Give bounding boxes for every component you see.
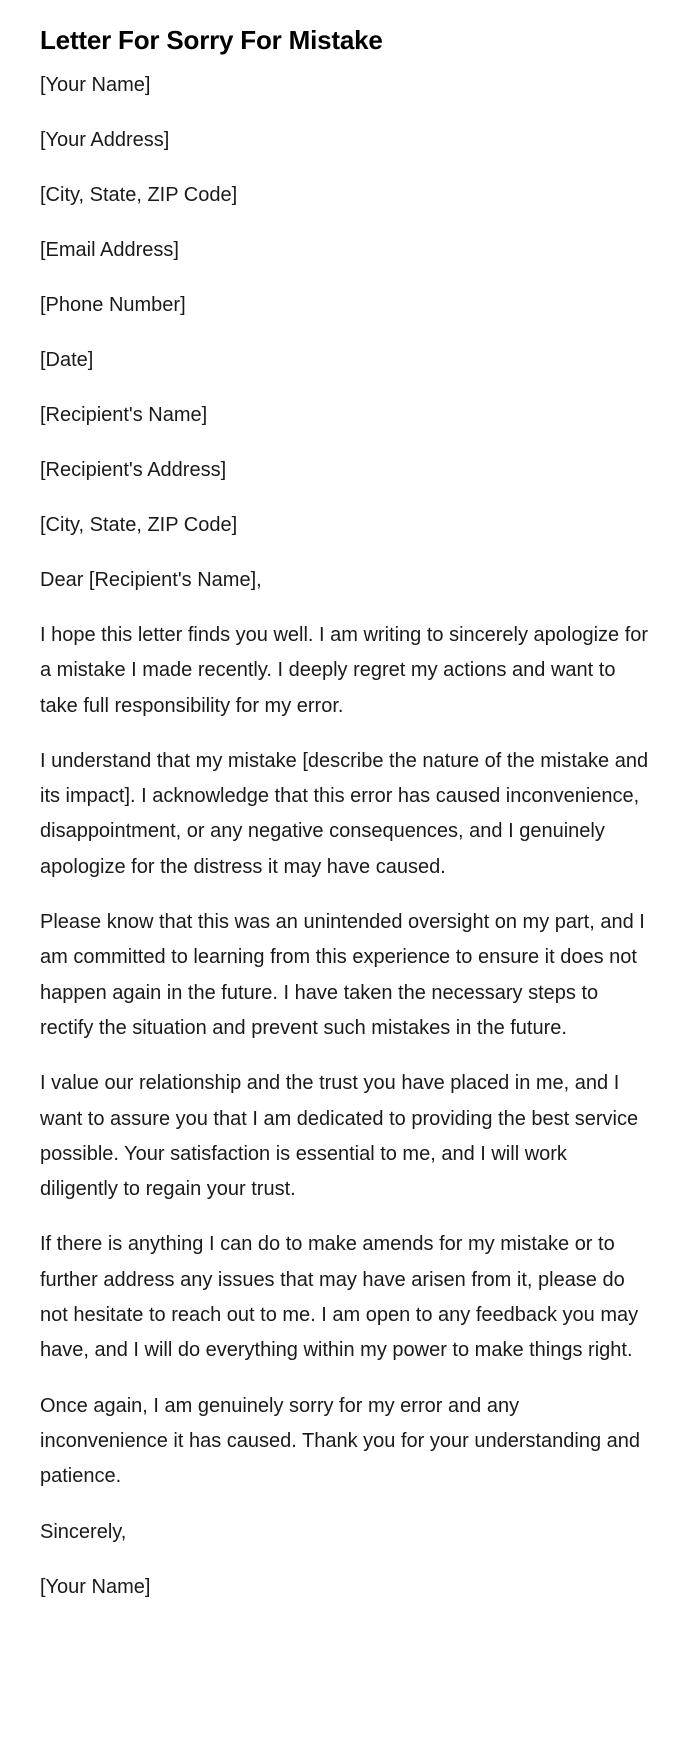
signature-name: [Your Name]	[40, 1575, 151, 1598]
body-paragraph: If there is anything I can do to make amends for my mistake or to further address any issues that may have arisen from it, please do not hesitate to reach out to me. I am open to any feedback you may have, and I will do everything within my power to make things right.	[40, 1233, 639, 1362]
body-paragraph: I value our relationship and the trust you have placed in me, and I want to assure you that I am dedicated to providing the best service possible. Your satisfaction is essential to me, and I will work diligently to regain your trust.	[40, 1072, 639, 1201]
recipient-name: [Recipient's Name]	[40, 404, 208, 426]
sender-city-state-zip: [City, State, ZIP Code]	[40, 184, 238, 206]
body-paragraph: I understand that my mistake [describe the nature of the mistake and its impact]. I acknowledge that this error has caused inconvenience, disappointment, or any negative consequences, and I genuinely apologize for the distress it may have caused.	[40, 749, 649, 878]
recipient-city-state-zip: [City, State, ZIP Code]	[40, 514, 238, 536]
sender-address: [Your Address]	[40, 129, 170, 151]
sender-email: [Email Address]	[40, 239, 179, 261]
letter-date: [Date]	[40, 349, 94, 371]
closing: Sincerely,	[40, 1520, 127, 1543]
body-paragraph: I hope this letter finds you well. I am writing to sincerely apologize for a mistake I made recently. I deeply regret my actions and want to take full responsibility for my error.	[40, 624, 649, 717]
body-paragraph: Please know that this was an unintended oversight on my part, and I am committed to learning from this experience to ensure it does not happen again in the future. I have taken the necessary steps to rectify the situation and prevent such mistakes in the future.	[40, 911, 645, 1039]
recipient-address: [Recipient's Address]	[40, 459, 227, 481]
salutation: Dear [Recipient's Name],	[40, 569, 262, 591]
letter-document	[40, 22, 650, 1625]
body-paragraph: Once again, I am genuinely sorry for my error and any inconvenience it has caused. Thank you for your understanding and patience.	[40, 1394, 641, 1488]
sender-phone: [Phone Number]	[40, 294, 186, 316]
sender-name: [Your Name]	[40, 74, 151, 96]
document-title: Letter For Sorry For Mistake	[40, 25, 383, 55]
